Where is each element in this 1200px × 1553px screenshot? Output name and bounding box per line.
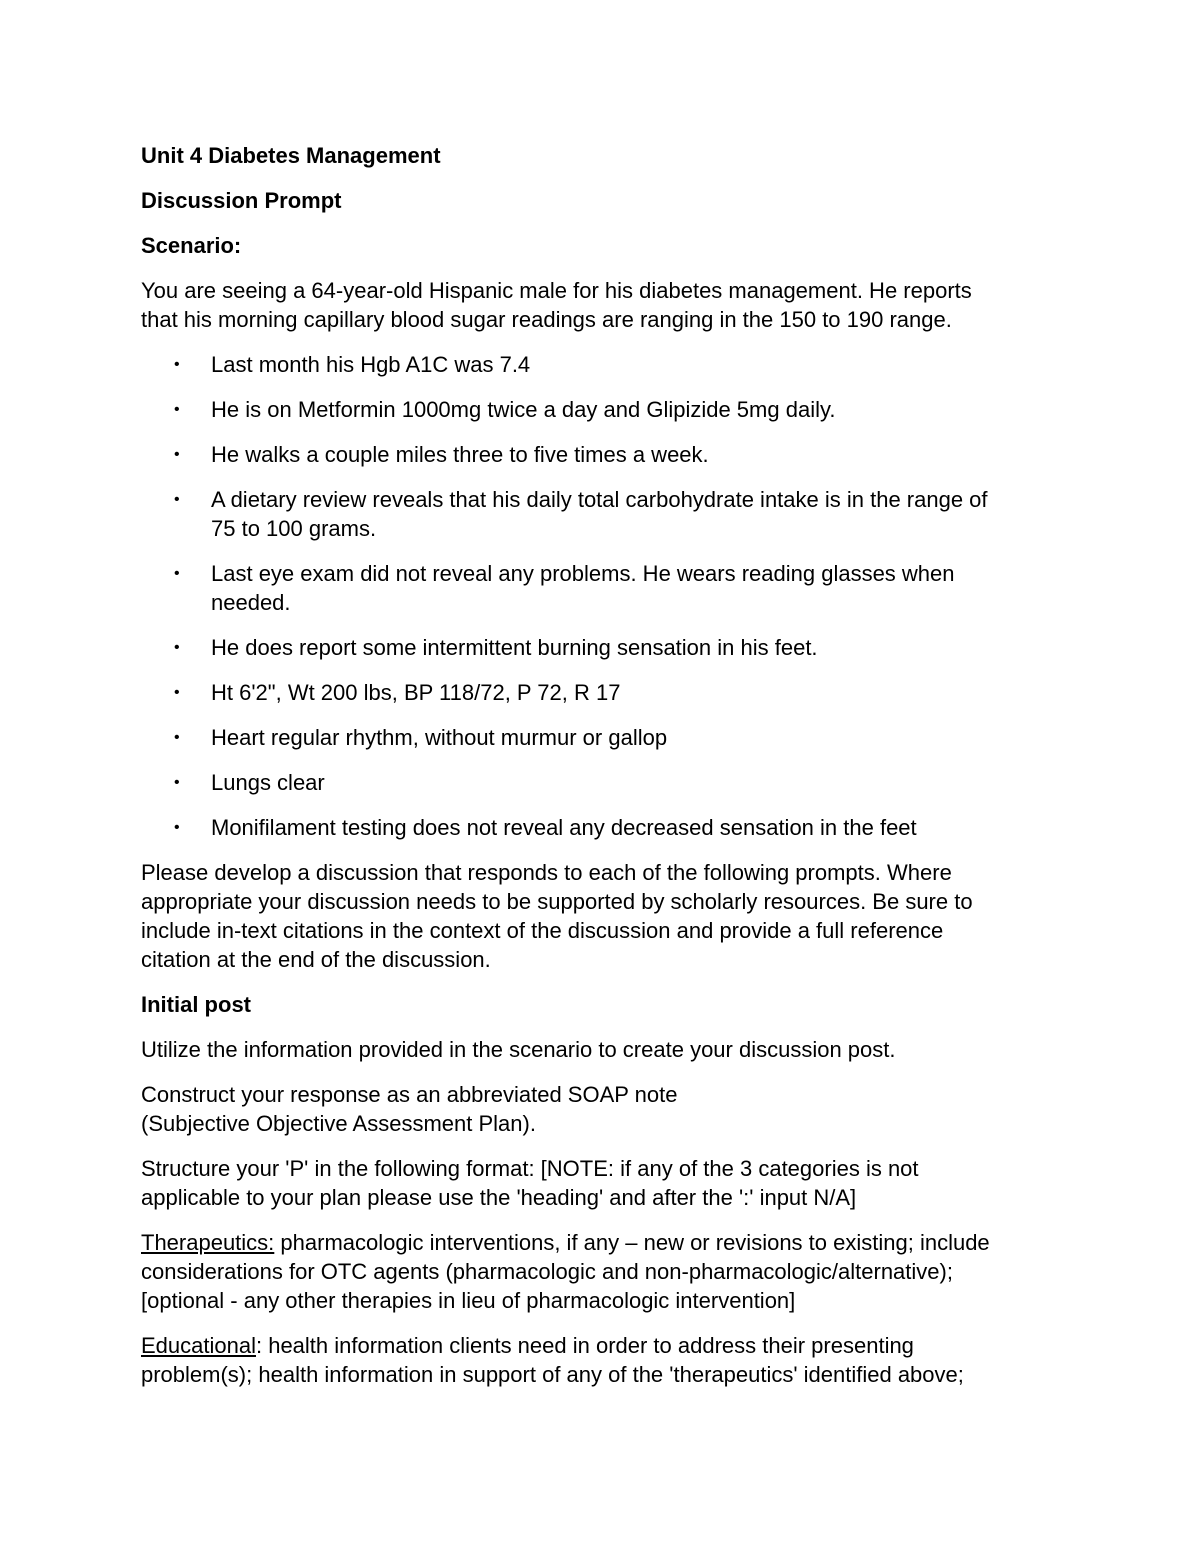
instructions-line: include in-text citations in the context of the discussion and provide a full reference (141, 918, 944, 943)
therapeutics-line (141, 1228, 1061, 1257)
therapeutics-text: pharmacologic interventions, if any – new or revisions to existing; include (274, 1230, 990, 1255)
section-heading-initial-post: Initial post (141, 992, 251, 1017)
document-title: Unit 4 Diabetes Management (141, 143, 441, 168)
bullet-icon: • (174, 639, 180, 656)
list-item (141, 485, 1061, 543)
instructions-line: appropriate your discussion needs to be supported by scholarly resources. Be sure to (141, 889, 973, 914)
educational-line: problem(s); health information in support of any of the 'therapeutics' identified above; (141, 1362, 964, 1387)
document-body (141, 141, 1061, 1405)
list-item-text: He walks a couple miles three to five times a week. (211, 442, 709, 467)
bullet-icon: • (174, 401, 180, 418)
bullet-icon: • (174, 729, 180, 746)
section-heading-discussion-prompt: Discussion Prompt (141, 188, 342, 213)
list-item (141, 350, 1061, 379)
therapeutics-paragraph (141, 1228, 1061, 1315)
list-item (141, 768, 1061, 797)
scenario-intro-line: that his morning capillary blood sugar readings are ranging in the 150 to 190 range. (141, 307, 952, 332)
list-item (141, 633, 1061, 662)
list-item-text: He does report some intermittent burning sensation in his feet. (211, 635, 818, 660)
list-item (141, 678, 1061, 707)
scenario-intro (141, 276, 1061, 334)
list-item-text: A dietary review reveals that his daily total carbohydrate intake is in the range of (211, 487, 988, 512)
discussion-instructions (141, 858, 1061, 974)
structure-line: Structure your 'P' in the following format: [NOTE: if any of the 3 categories is not (141, 1156, 919, 1181)
list-item (141, 723, 1061, 752)
list-item-text: 75 to 100 grams. (211, 516, 377, 541)
bullet-icon: • (174, 356, 180, 373)
therapeutics-line: [optional - any other therapies in lieu of pharmacologic intervention] (141, 1288, 796, 1313)
list-item-text: Last month his Hgb A1C was 7.4 (211, 352, 531, 377)
list-item (141, 395, 1061, 424)
construct-line: Construct your response as an abbreviated SOAP note (141, 1082, 678, 1107)
therapeutics-label: Therapeutics: (141, 1230, 275, 1255)
educational-text: : health information clients need in order to address their presenting (255, 1333, 914, 1358)
structure-paragraph (141, 1154, 1061, 1212)
bullet-icon: • (174, 774, 180, 791)
bullet-icon: • (174, 491, 180, 508)
list-item-text: Heart regular rhythm, without murmur or gallop (211, 725, 668, 750)
scenario-bullet-list (141, 350, 1061, 842)
instructions-line: Please develop a discussion that responds to each of the following prompts. Where (141, 860, 952, 885)
bullet-icon: • (174, 819, 180, 836)
list-item (141, 559, 1061, 617)
educational-line (141, 1331, 1061, 1360)
section-heading-scenario: Scenario: (141, 233, 242, 258)
list-item (141, 440, 1061, 469)
list-item (141, 813, 1061, 842)
structure-line: applicable to your plan please use the 'heading' and after the ':' input N/A] (141, 1185, 857, 1210)
list-item-text: He is on Metformin 1000mg twice a day and Glipizide 5mg daily. (211, 397, 836, 422)
therapeutics-line: considerations for OTC agents (pharmacologic and non-pharmacologic/alternative); (141, 1259, 953, 1284)
list-item-text: Lungs clear (211, 770, 325, 795)
construct-paragraph (141, 1080, 1061, 1138)
bullet-icon: • (174, 446, 180, 463)
utilize-paragraph: Utilize the information provided in the scenario to create your discussion post. (141, 1037, 896, 1062)
construct-line: (Subjective Objective Assessment Plan). (141, 1111, 536, 1136)
list-item-text: Ht 6'2", Wt 200 lbs, BP 118/72, P 72, R 17 (211, 680, 621, 705)
bullet-icon: • (174, 565, 180, 582)
bullet-icon: • (174, 684, 180, 701)
instructions-line: citation at the end of the discussion. (141, 947, 491, 972)
list-item-text: Monifilament testing does not reveal any decreased sensation in the feet (211, 815, 917, 840)
educational-paragraph (141, 1331, 1061, 1389)
educational-label: Educational (141, 1333, 256, 1358)
list-item-text: needed. (211, 590, 291, 615)
scenario-intro-line: You are seeing a 64-year-old Hispanic male for his diabetes management. He reports (141, 278, 972, 303)
list-item-text: Last eye exam did not reveal any problems. He wears reading glasses when (211, 561, 955, 586)
